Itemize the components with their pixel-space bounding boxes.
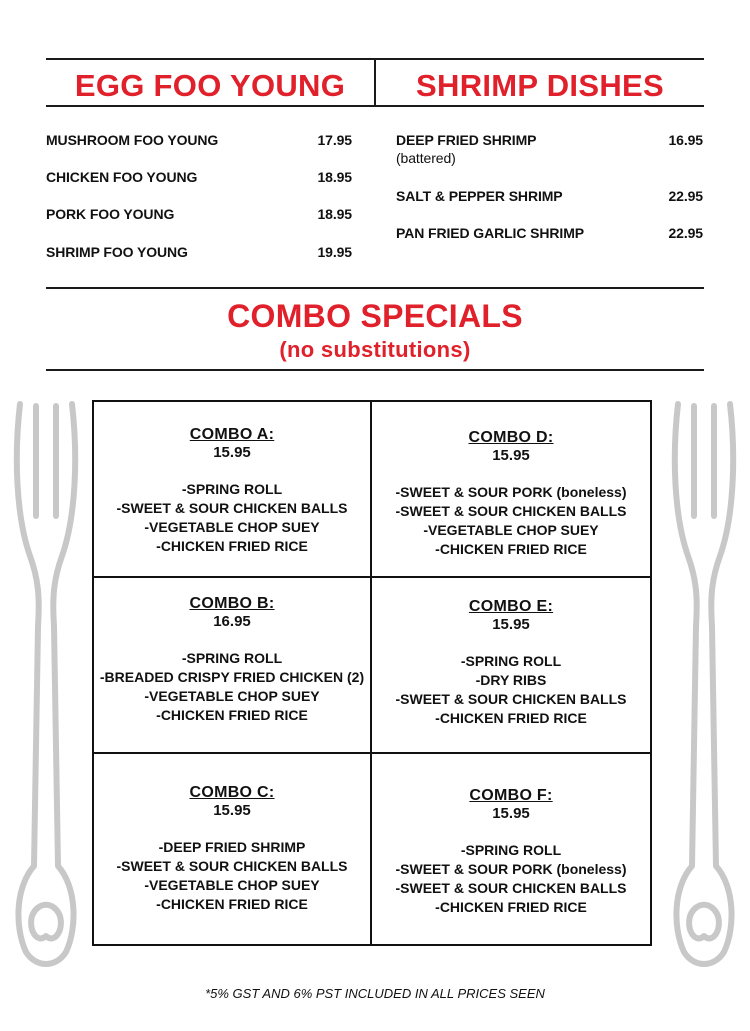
combo-item: -CHICKEN FRIED RICE [156,538,308,554]
combo-name: COMBO D: [468,429,554,446]
combo-item: -VEGETABLE CHOP SUEY [144,877,320,893]
combo-e-card [372,578,650,754]
combo-specials-subtitle: (no substitutions) [279,337,471,362]
egg-foo-young-title: EGG FOO YOUNG [74,68,346,103]
item-name: PAN FRIED GARLIC SHRIMP [396,225,584,241]
combo-c-card [94,754,372,944]
combo-item: -CHICKEN FRIED RICE [435,899,587,915]
combo-item: -SWEET & SOUR CHICKEN BALLS [116,500,348,516]
list-item [396,132,703,166]
combo-item: -CHICKEN FRIED RICE [435,541,587,557]
combo-f-card [372,754,650,944]
item-price: 17.95 [317,132,352,148]
combo-price: 15.95 [213,802,251,819]
list-item [46,169,352,185]
combo-item: -DEEP FRIED SHRIMP [158,839,306,855]
combo-name: COMBO C: [189,784,275,801]
fork-icon [666,396,742,972]
combo-price: 15.95 [213,444,251,461]
combo-item: -VEGETABLE CHOP SUEY [423,522,599,538]
list-item [396,188,703,204]
list-item [396,225,703,241]
item-price: 22.95 [668,225,703,241]
combo-price: 15.95 [492,447,530,464]
combo-price: 15.95 [492,805,530,822]
combo-top-rule [46,287,704,289]
combo-item: -CHICKEN FRIED RICE [435,710,587,726]
list-item [46,132,352,148]
fork-icon [8,396,84,972]
item-price: 16.95 [668,132,703,148]
combo-item: -SPRING ROLL [460,842,562,858]
item-price: 22.95 [668,188,703,204]
combo-specials-title: COMBO SPECIALS [227,298,523,334]
combo-name: COMBO A: [189,426,275,443]
item-note: (battered) [396,150,456,166]
combo-item: -SWEET & SOUR CHICKEN BALLS [116,858,348,874]
combo-item: -SPRING ROLL [181,481,283,497]
combo-item: -SWEET & SOUR CHICKEN BALLS [395,503,627,519]
combo-item: -BREADED CRISPY FRIED CHICKEN (2) [99,669,365,685]
item-price: 19.95 [317,244,352,260]
item-name: PORK FOO YOUNG [46,206,175,222]
item-price: 18.95 [317,206,352,222]
item-name: SHRIMP FOO YOUNG [46,244,188,260]
combo-item: -SWEET & SOUR CHICKEN BALLS [395,880,627,896]
combo-d-card [372,402,650,578]
combo-price: 15.95 [492,616,530,633]
combo-price: 16.95 [213,613,251,630]
combo-item: -SWEET & SOUR PORK (boneless) [395,484,627,500]
combo-name: COMBO B: [189,595,275,612]
combo-name: COMBO F: [469,787,553,804]
item-name: SALT & PEPPER SHRIMP [396,188,563,204]
combo-item: -SPRING ROLL [181,650,283,666]
combo-name: COMBO E: [468,598,554,615]
combo-a-card [94,402,372,578]
item-name: MUSHROOM FOO YOUNG [46,132,219,148]
combo-item: -SPRING ROLL [460,653,562,669]
item-name: CHICKEN FOO YOUNG [46,169,198,185]
combo-b-card [94,578,372,754]
combo-item: -SWEET & SOUR PORK (boneless) [395,861,627,877]
combo-item: -SWEET & SOUR CHICKEN BALLS [395,691,627,707]
combo-grid [92,400,652,946]
combo-item: -DRY RIBS [475,672,547,688]
combo-item: -CHICKEN FRIED RICE [156,707,308,723]
item-price: 18.95 [317,169,352,185]
combo-item: -VEGETABLE CHOP SUEY [144,519,320,535]
list-item [46,244,352,260]
item-name: DEEP FRIED SHRIMP [396,132,537,148]
shrimp-dishes-title: SHRIMP DISHES [416,68,664,103]
list-item [46,206,352,222]
combo-bottom-rule [46,369,704,371]
combo-item: -CHICKEN FRIED RICE [156,896,308,912]
combo-item: -VEGETABLE CHOP SUEY [144,688,320,704]
tax-footnote: *5% GST AND 6% PST INCLUDED IN ALL PRICES SEEN [205,986,545,1001]
